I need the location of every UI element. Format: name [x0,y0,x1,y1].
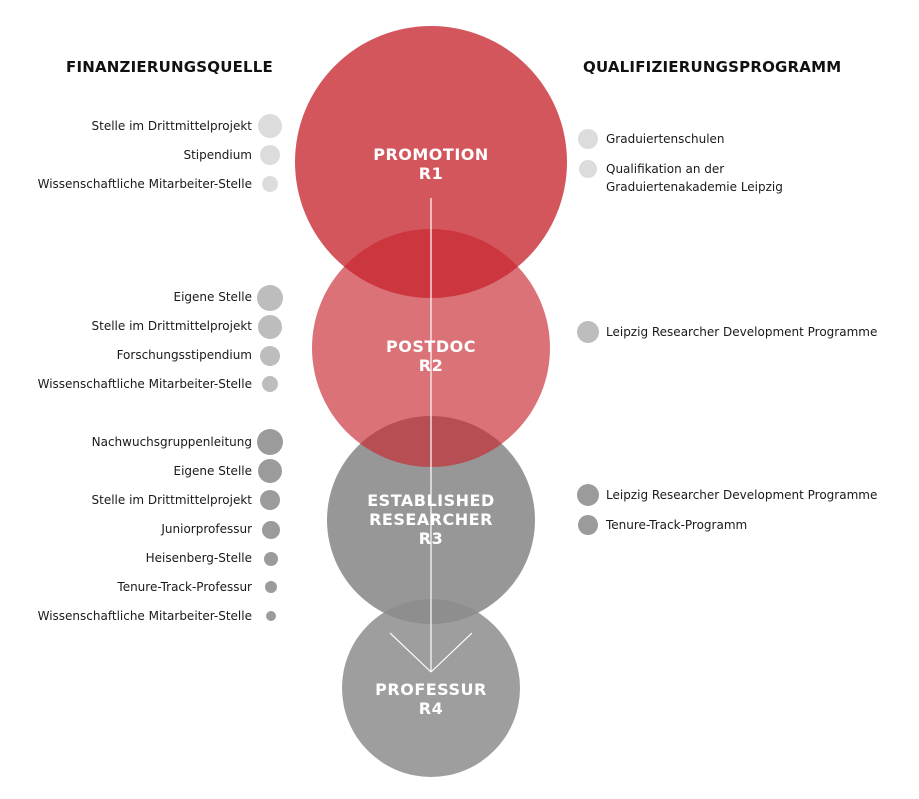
funding-source-heading: FINANZIERUNGSQUELLE [66,58,273,76]
size-dot [265,581,277,593]
funding-item: Wissenschaftliche Mitarbeiter-Stelle [37,177,252,191]
funding-item: Tenure-Track-Professur [117,580,252,594]
funding-item: Heisenberg-Stelle [145,551,252,565]
funding-item: Stelle im Drittmittelprojekt [91,493,252,507]
size-dot [266,611,276,621]
program-item: Leipzig Researcher Development Programme [606,488,878,502]
funding-item: Forschungsstipendium [116,348,252,362]
stage-label-r3 [331,491,531,548]
size-dot [260,346,280,366]
qualification-program-heading: QUALIFIZIERUNGSPROGRAMM [583,58,842,76]
stage-code: R1 [418,164,444,183]
funding-item: Stelle im Drittmittelprojekt [91,119,252,133]
program-item: Qualifikation an der Graduiertenakademie Leipzig [606,162,783,194]
program-dot [578,129,598,149]
stage-code: R3 [418,529,444,548]
size-dot [258,315,282,339]
stage-title: POSTDOC [386,337,476,356]
funding-item: Stelle im Drittmittelprojekt [91,319,252,333]
size-dot [258,459,282,483]
size-dot [257,285,283,311]
program-dot [577,484,599,506]
size-dot [257,429,283,455]
program-item: Leipzig Researcher Development Programme [606,325,878,339]
stage-title-line2: RESEARCHER [369,510,493,529]
funding-item: Eigene Stelle [173,464,252,478]
funding-item: Juniorprofessur [161,522,252,536]
funding-item: Stipendium [183,148,252,162]
funding-item: Eigene Stelle [173,290,252,304]
program-dot [578,515,598,535]
stage-label-r2 [331,337,531,375]
stage-title: PROFESSUR [375,680,487,699]
size-dot [262,176,278,192]
stage-label-r1 [331,145,531,183]
funding-item: Wissenschaftliche Mitarbeiter-Stelle [37,377,252,391]
program-item: Tenure-Track-Programm [606,518,748,532]
funding-item: Nachwuchsgruppenleitung [91,435,252,449]
size-dot [264,552,278,566]
program-dot [577,321,599,343]
size-dot [260,490,280,510]
stage-code: R2 [418,356,444,375]
program-dot [579,160,597,178]
stage-title-line1: ESTABLISHED [367,491,495,510]
stage-code: R4 [418,699,444,718]
program-item: Graduiertenschulen [606,132,725,146]
size-dot [258,114,282,138]
size-dot [260,145,280,165]
funding-item: Wissenschaftliche Mitarbeiter-Stelle [37,609,252,623]
stage-label-r4 [331,680,531,718]
stage-title: PROMOTION [373,145,489,164]
size-dot [262,521,280,539]
size-dot [262,376,278,392]
